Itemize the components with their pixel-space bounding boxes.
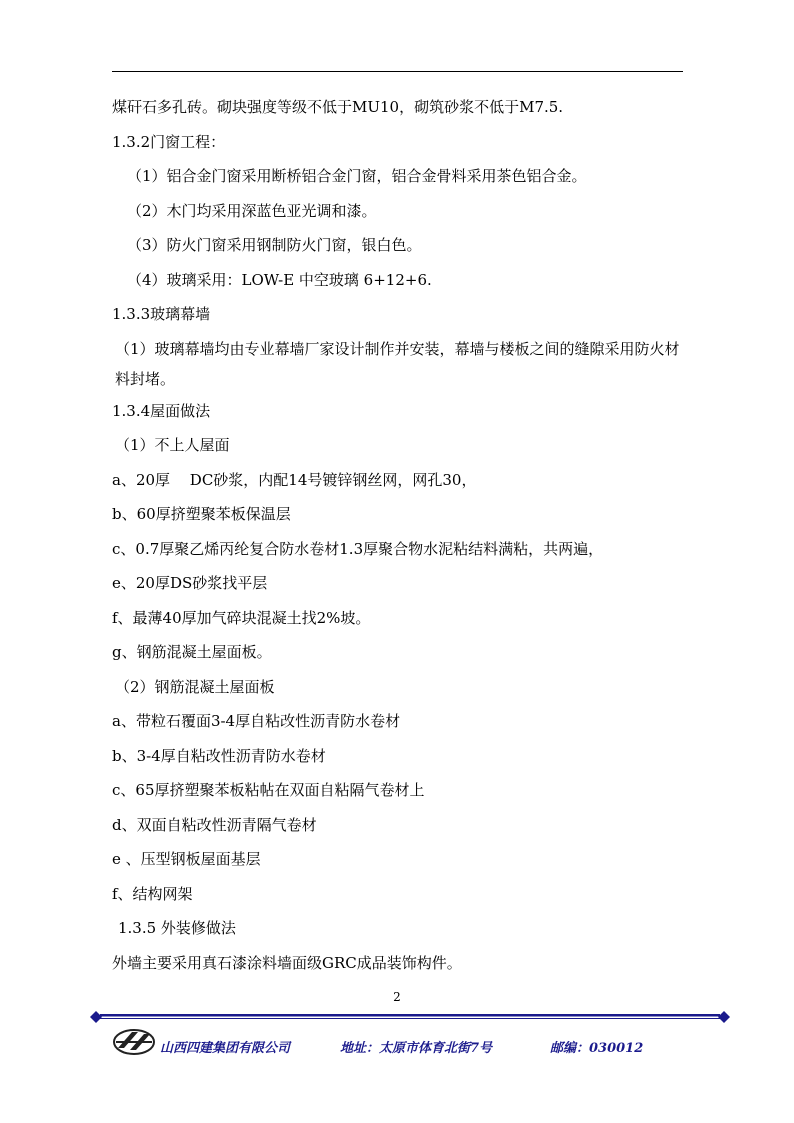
paragraph: （1）玻璃幕墙均由专业幕墙厂家设计制作并安装，幕墙与楼板之间的缝隙采用防火材料封堵。 xyxy=(115,339,680,388)
list-item: f、结构网架 xyxy=(112,884,193,903)
paragraph-line: 外墙主要采用真石漆涂料墙面级GRC成品装饰构件。 xyxy=(112,953,462,972)
footer-postcode: 邮编：030012 xyxy=(550,1041,644,1056)
section-heading: 1.3.2门窗工程： xyxy=(112,132,226,151)
section-heading: 1.3.5 外装修做法 xyxy=(118,919,236,937)
list-item: c、0.7厚聚乙烯丙纶复合防水卷材1.3厚聚合物水泥粘结料满粘，共两遍， xyxy=(112,539,604,558)
footer xyxy=(112,1028,712,1056)
footer-company: 山西四建集团有限公司 xyxy=(160,1041,291,1056)
section-heading: 1.3.4屋面做法 xyxy=(112,401,211,420)
list-item: （3）防火门窗采用钢制防火门窗，银白色。 xyxy=(127,236,422,254)
section-heading: 1.3.3玻璃幕墙 xyxy=(112,305,211,323)
list-item: （4）玻璃采用：LOW-E 中空玻璃 6+12+6. xyxy=(127,270,432,289)
list-item: b、60厚挤塑聚苯板保温层 xyxy=(112,505,291,523)
company-logo-icon xyxy=(112,1028,156,1056)
header-rule xyxy=(112,71,683,72)
list-item: a、20厚 DC砂浆，内配14号镀锌钢丝网，网孔30， xyxy=(112,470,477,489)
paragraph-line: 煤矸石多孔砖。砌块强度等级不低于MU10，砌筑砂浆不低于M7.5. xyxy=(112,98,564,116)
subsection-heading: （2）钢筋混凝土屋面板 xyxy=(115,677,275,696)
list-item: g、钢筋混凝土屋面板。 xyxy=(112,643,272,661)
list-item: （2）木门均采用深蓝色亚光调和漆。 xyxy=(127,201,377,220)
footer-rule xyxy=(90,1010,730,1024)
list-item: e 、压型钢板屋面基层 xyxy=(112,850,261,868)
list-item: a、带粒石覆面3-4厚自粘改性沥青防水卷材 xyxy=(112,712,401,730)
footer-address: 地址：太原市体育北街7号 xyxy=(340,1041,493,1056)
document-body xyxy=(112,90,688,980)
list-item: d、双面自粘改性沥青隔气卷材 xyxy=(112,815,317,834)
list-item: f、最薄40厚加气碎块混凝土找2%坡。 xyxy=(112,608,371,627)
subsection-heading: （1）不上人屋面 xyxy=(115,436,230,454)
list-item: e、20厚DS砂浆找平层 xyxy=(112,574,268,592)
list-item: （1）铝合金门窗采用断桥铝合金门窗，铝合金骨料采用茶色铝合金。 xyxy=(127,167,587,185)
list-item: b、3-4厚自粘改性沥青防水卷材 xyxy=(112,746,326,765)
page-number: 2 xyxy=(393,990,401,1004)
list-item: c、65厚挤塑聚苯板粘帖在双面自粘隔气卷材上 xyxy=(112,781,425,799)
